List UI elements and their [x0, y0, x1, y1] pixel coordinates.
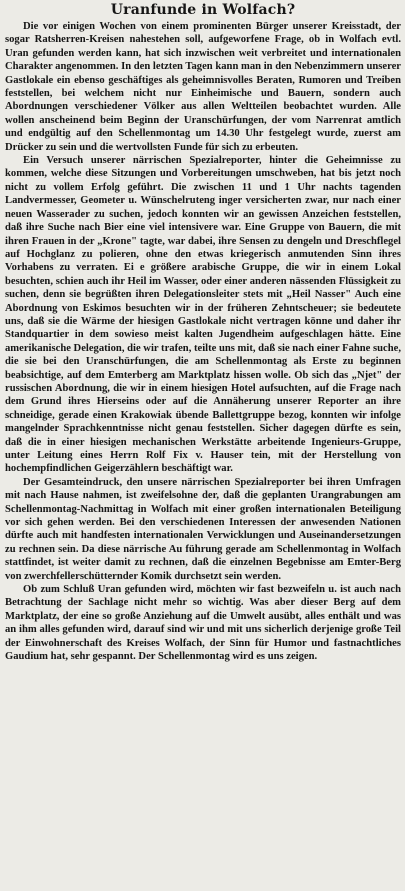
article-headline: Uranfunde in Wolfach?	[110, 2, 296, 18]
article-paragraph-4: Ob zum Schluß Uran gefunden wird, möchten wir fast bezweifeln u. ist auch nach Betrachtung der Sachlage nicht mehr so wichtig. Was aber dieser Berg auf dem Marktplatz, der eine so große Anziehung auf die Umwelt ausübt, alles enthält und was an ihm alles gefunden wird, darauf sind wir und mit uns sicherlich derjenige große Teil der Einwohnerschaft des Kreises Wolfach, der Sinn für Humor und fastnachtliches Gaudium hat, sehr gespannt. Der Schellenmontag wird es uns zeigen.	[5, 584, 401, 663]
article-body	[5, 20, 401, 664]
article-paragraph-2: Ein Versuch unserer närrischen Spezialreporter, hinter die Geheimnisse zu kommen, welche diese Sitzungen und Vorbereitungen umschweben, hat bis jetzt noch nicht zu vollem Erfolg geführt. Die zwischen 11 und 1 Uhr nachts tagenden Landvermesser, Geometer u. Wünschelruteng inger versicherten zwar, nur nach einer neuen Wasserader zu suchen, jedoch konnten wir an gewissen Anzeichen feststellen, daß ihre Suche nach Bier eine viel intensivere war. Eine Gruppe von Bauern, die mit ihren Frauen in der „Krone" tagte, war dabei, ihre Sensen zu dengeln und Dreschflegel auf Hochglanz zu polieren, ohne den etwas kriegerisch anmutenden Sinn ihres Vorhabens zu verraten. Ei e größere arabische Gruppe, die wir in einem Lokal besuchten, schien auch ihr Heil im Wasser, oder einer anderen nässenden Flüssigkeit zu suchen, denn sie begrüßten ihren Delegationsleiter stets mit „Heil Nasser" Auch eine Abordnung von Eskimos besuchten wir in der früheren Zehntscheuer; sie bedeutete uns, daß sie die Wärme der hiesigen Gastlokale nicht vertragen könne und daher ihr Standquartier in dem sowieso meist kalten Jugendheim aufgeschlagen hätte. Eine amerikanische Delegation, die wir trafen, teilte uns mit, daß sie nach einer Fahne suche, die sie bei den Uranschürfungen, die am Schellenmontag als Erste zu beginnen beabsichtige, auf dem Emterberg am Marktplatz hissen wolle. Ob sich das „Njet" der russischen Abordnung, die wir in einem hiesigen Hotel aufsuchten, auf die Frage nach dem Grund ihres Hierseins oder auf die Annäherung unserer Reporter an ihre schneidige, gerade einen Krakowiak übende Ballettgruppe bezog, konnten wir infolge mangelnder Sprachkenntnisse nicht genau feststellen. Sicher dagegen dürfte es sein, daß die in einer hiesigen mechanischen Werkstätte arbeitende Ingenieurs-Gruppe, unter Leitung eines Herrn Rolf Fix v. Hauser tein, mit der Herstellung von hochempfindlichen Geigerzählern beschäftigt war.	[5, 155, 401, 475]
article-paragraph-1: Die vor einigen Wochen von einem prominenten Bürger unserer Kreisstadt, der sogar Ratsherren-Kreisen nahestehen soll, aufgeworfene Frage, ob in Wolfach evtl. Uran gefunden werden kann, hat sich inzwischen weit verbreitet und internationalen Charakter angenommen. In den letzten Tagen kann man in den Nebenzimmern unserer Gastlokale ein ebenso geschäftiges als geheimnisvolles Beraten, Rumoren und Treiben feststellen, bei welchem nicht nur Einheimische und Bauern, sondern auch Abordnungen verschiedener Völker aus allen Weltteilen beobachtet wurden. Alle wollen anscheinend beim Beginn der Uranschürfungen, der vom Narrenrat amtlich und endgültig auf den Schellenmontag um 14.30 Uhr festgelegt wurde, zuerst am Drücker zu sein und die wertvollsten Funde für sich zu erbeuten.	[5, 21, 401, 153]
article-paragraph-3: Der Gesamteindruck, den unsere närrischen Spezialreporter bei ihren Umfragen mit nach Hause nahmen, ist zweifelsohne der, daß die geplanten Urangrabungen am Schellenmontag-Nachmittag in Wolfach mit einer großen internationalen Beteiligung vor sich gehen werden. Bei den verschiedenen Interessen der anwesenden Nationen dürfte auch mit handfesten internationalen Verwicklungen und Auseinandersetzungen zu rechnen sein. Da diese närrische Au führung gerade am Schellenmontag in Wolfach stattfindet, ist weiter damit zu rechnen, daß die einzelnen Begebnisse am Emter-Berg von zwerchfellerschütternder Komik durchsetzt sein werden.	[5, 476, 401, 582]
